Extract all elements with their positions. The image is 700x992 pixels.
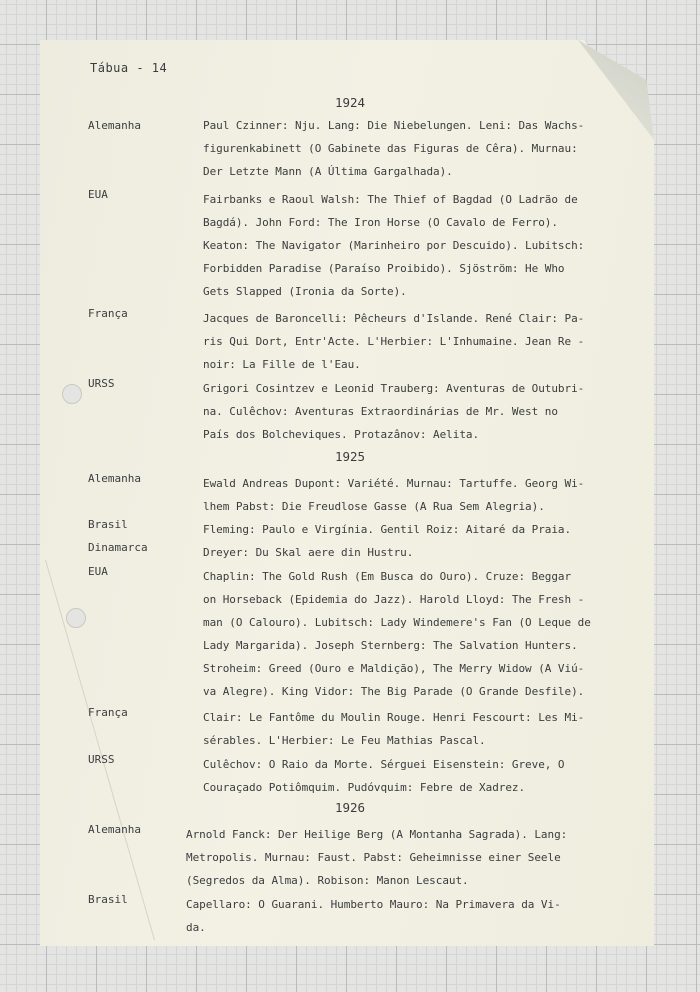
country-label: França: [88, 307, 128, 320]
text-line: figurenkabinett (O Gabinete das Figuras de Cêra). Murnau:: [203, 142, 578, 155]
text-line: Chaplin: The Gold Rush (Em Busca do Ouro). Cruze: Beggar: [203, 570, 572, 583]
entry-text: [203, 753, 633, 799]
entry-text: [203, 541, 633, 564]
country-label: URSS: [88, 753, 115, 766]
text-line: Gets Slapped (Ironia da Sorte).: [203, 285, 407, 298]
country-label: Brasil: [88, 893, 128, 906]
text-line: lhem Pabst: Die Freudlose Gasse (A Rua Sem Alegria).: [203, 500, 545, 513]
text-line: Fleming: Paulo e Virgínia. Gentil Roiz: Aitaré da Praia.: [203, 523, 572, 536]
text-line: País dos Bolcheviques. Protazânov: Aelita.: [203, 428, 480, 441]
text-line: Keaton: The Navigator (Marinheiro por Descuido). Lubitsch:: [203, 239, 585, 252]
year-heading: 1924: [334, 95, 366, 110]
text-line: ris Qui Dort, Entr'Acte. L'Herbier: L'Inhumaine. Jean Re -: [203, 335, 585, 348]
country-label: Brasil: [88, 518, 128, 531]
entry-text: [186, 823, 616, 892]
page-header: Tábua - 14: [90, 61, 168, 75]
country-label: URSS: [88, 377, 115, 390]
text-line: Arnold Fanck: Der Heilige Berg (A Montanha Sagrada). Lang:: [186, 828, 568, 841]
entry-text: [203, 114, 633, 183]
entry-text: [203, 377, 633, 446]
text-line: Der Letzte Mann (A Última Gargalhada).: [203, 165, 453, 178]
entry-text: [203, 307, 633, 376]
text-line: Dreyer: Du Skal aere din Hustru.: [203, 546, 414, 559]
text-line: Couraçado Potiômquim. Pudóvquim: Febre de Xadrez.: [203, 781, 526, 794]
year-heading: 1926: [334, 800, 366, 815]
entry-text: [203, 472, 633, 518]
text-line: Stroheim: Greed (Ouro e Maldição), The Merry Widow (A Viú-: [203, 662, 585, 675]
text-line: (Segredos da Alma). Robison: Manon Lescaut.: [186, 874, 469, 887]
text-line: na. Culêchov: Aventuras Extraordinárias de Mr. West no: [203, 405, 558, 418]
text-line: sérables. L'Herbier: Le Feu Mathias Pascal.: [203, 734, 486, 747]
entry-text: [203, 706, 633, 752]
text-line: Culêchov: O Raio da Morte. Sérguei Eisenstein: Greve, O: [203, 758, 565, 771]
text-line: va Alegre). King Vidor: The Big Parade (O Grande Desfile).: [203, 685, 585, 698]
text-line: noir: La Fille de l'Eau.: [203, 358, 361, 371]
text-line: Capellaro: O Guarani. Humberto Mauro: Na Primavera da Vi-: [186, 898, 561, 911]
entry-text: [203, 188, 633, 303]
country-label: Dinamarca: [88, 541, 148, 554]
text-line: Ewald Andreas Dupont: Variété. Murnau: Tartuffe. Georg Wi-: [203, 477, 585, 490]
text-line: Grigori Cosintzev e Leonid Trauberg: Aventuras de Outubri-: [203, 382, 585, 395]
text-line: Bagdá). John Ford: The Iron Horse (O Cavalo de Ferro).: [203, 216, 558, 229]
country-label: França: [88, 706, 128, 719]
entry-text: [186, 893, 616, 939]
country-label: EUA: [88, 188, 108, 201]
country-label: Alemanha: [88, 823, 141, 836]
text-line: da.: [186, 921, 206, 934]
text-line: Forbidden Paradise (Paraíso Proibido). Sjöström: He Who: [203, 262, 565, 275]
text-line: Metropolis. Murnau: Faust. Pabst: Geheimnisse einer Seele: [186, 851, 561, 864]
text-line: Jacques de Baroncelli: Pêcheurs d'Islande. René Clair: Pa-: [203, 312, 585, 325]
text-line: on Horseback (Epidemia do Jazz). Harold Lloyd: The Fresh -: [203, 593, 585, 606]
text-line: man (O Calouro). Lubitsch: Lady Windemere's Fan (O Leque de: [203, 616, 591, 629]
text-line: Clair: Le Fantôme du Moulin Rouge. Henri Fescourt: Les Mi-: [203, 711, 585, 724]
text-line: Lady Margarida). Joseph Sternberg: The Salvation Hunters.: [203, 639, 578, 652]
entry-text: [203, 518, 633, 541]
entry-text: [203, 565, 633, 703]
text-line: Paul Czinner: Nju. Lang: Die Niebelungen. Leni: Das Wachs-: [203, 119, 585, 132]
year-heading: 1925: [334, 449, 366, 464]
country-label: Alemanha: [88, 119, 141, 132]
country-label: EUA: [88, 565, 108, 578]
text-line: Fairbanks e Raoul Walsh: The Thief of Bagdad (O Ladrão de: [203, 193, 578, 206]
country-label: Alemanha: [88, 472, 141, 485]
